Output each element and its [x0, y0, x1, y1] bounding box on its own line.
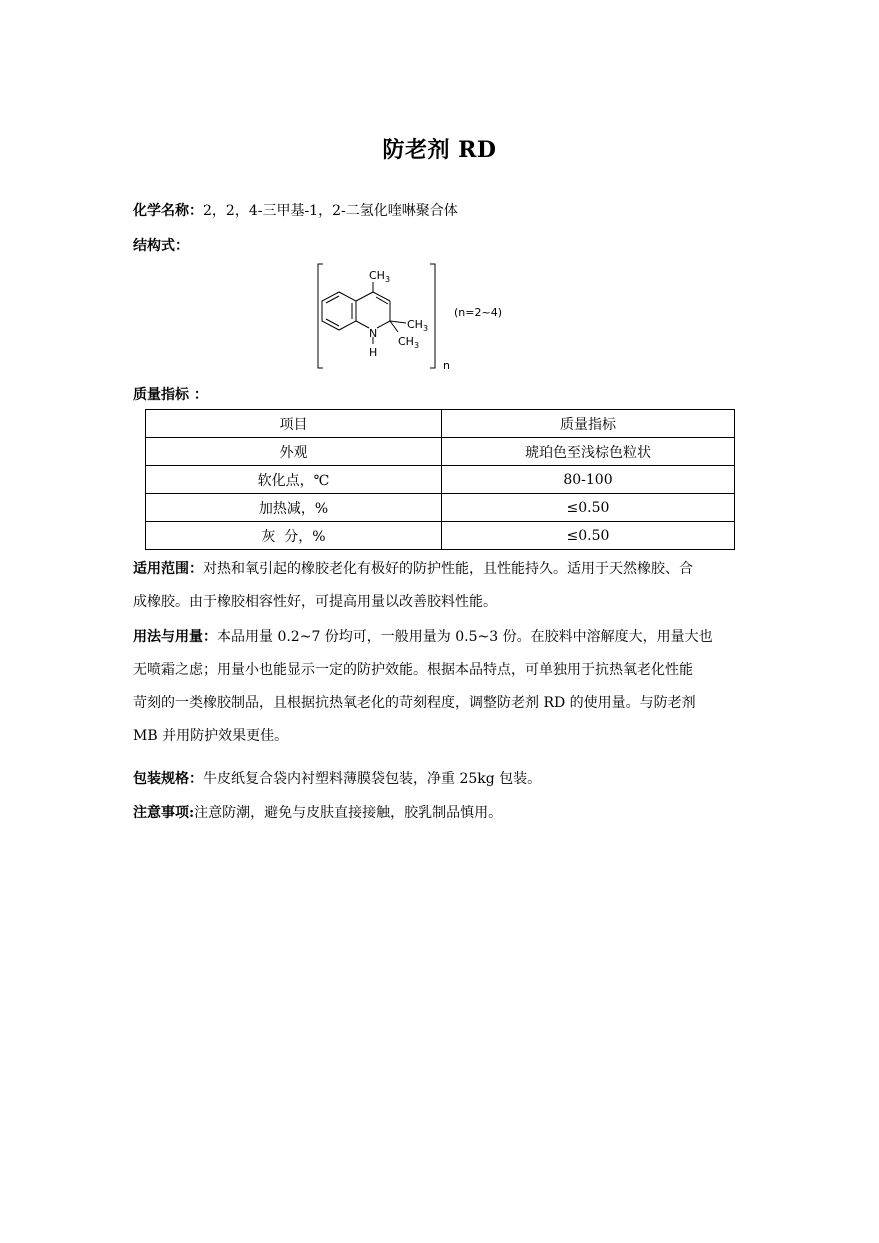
- structural-formula: [310, 258, 510, 374]
- scope-line-2: 成橡胶。由于橡胶相容性好，可提高用量以改善胶料性能。: [133, 594, 497, 610]
- table-cell: 软化点，℃: [146, 466, 442, 494]
- notes-line: [133, 802, 502, 822]
- right-bracket: [430, 264, 435, 368]
- packaging-line: [133, 768, 541, 788]
- table-cell: 80-100: [442, 466, 735, 494]
- table-row: [146, 494, 735, 522]
- document-title: 防老剂 RD: [382, 137, 497, 163]
- usage-line-3: 苛刻的一类橡胶制品，且根据抗热氧老化的苛刻程度，调整防老剂 RD 的使用量。与防老剂: [133, 695, 696, 711]
- benzene-ring: [322, 292, 356, 330]
- repeat-range-label: (n=2~4): [454, 306, 502, 319]
- table-cell: 加热减，%: [146, 494, 442, 522]
- scope-label: 适用范围：: [133, 561, 203, 577]
- packaging-label: 包装规格：: [133, 771, 203, 787]
- table-row: [146, 522, 735, 550]
- table-header-cell: 质量指标: [442, 410, 735, 438]
- table-row: [146, 438, 735, 466]
- ch3-top-label: $CH_3$: [369, 269, 391, 284]
- table-row: [146, 466, 735, 494]
- chemical-name-label: 化学名称：: [133, 203, 203, 219]
- scope-paragraph: [133, 553, 749, 619]
- usage-paragraph: [133, 621, 749, 753]
- notes-label: 注意事项:: [133, 805, 195, 821]
- scope-text-1: 对热和氧引起的橡胶老化有极好的防护性能，且性能持久。适用于天然橡胶、合: [203, 561, 693, 577]
- table-cell: ≤0.50: [442, 494, 735, 522]
- chemical-name-value: 2，2，4-三甲基-1，2-二氢化喹啉聚合体: [203, 203, 458, 219]
- ch3-right-label-2: $CH_3$: [398, 335, 420, 350]
- usage-line-2: 无喷霜之虑；用量小也能显示一定的防护效能。根据本品特点，可单独用于抗热氧老化性能: [133, 662, 693, 678]
- usage-line-1: [133, 621, 749, 654]
- chemical-name-line: [133, 200, 458, 220]
- structure-line: [133, 235, 189, 255]
- table-cell: 外观: [146, 438, 442, 466]
- table-cell: ≤0.50: [442, 522, 735, 550]
- structure-label: 结构式：: [133, 238, 189, 254]
- table-cell: 灰 分，%: [146, 522, 442, 550]
- scope-line-1: [133, 553, 749, 586]
- usage-label: 用法与用量：: [133, 629, 217, 645]
- table-header-row: [146, 410, 735, 438]
- quality-spec-table: [145, 409, 735, 550]
- quality-label: 质量指标 ：: [133, 387, 208, 403]
- notes-value: 注意防潮，避免与皮肤直接接触，胶乳制品慎用。: [194, 805, 503, 821]
- hydrogen-label: H: [369, 346, 378, 359]
- packaging-value: 牛皮纸复合袋内衬塑料薄膜袋包装，净重 25kg 包装。: [203, 771, 542, 787]
- table-cell: 琥珀色至浅棕色粒状: [442, 438, 735, 466]
- usage-line-4: MB 并用防护效果更佳。: [133, 728, 289, 744]
- repeat-subscript-n: n: [443, 359, 450, 372]
- table-header-cell: 项目: [146, 410, 442, 438]
- usage-text-1: 本品用量 0.2~7 份均可，一般用量为 0.5~3 份。在胶料中溶解度大，用量大也: [217, 629, 713, 645]
- ch3-right-label-1: $CH_3$: [407, 318, 429, 333]
- nitrogen-label: N: [369, 327, 378, 340]
- quality-label-line: [133, 384, 208, 404]
